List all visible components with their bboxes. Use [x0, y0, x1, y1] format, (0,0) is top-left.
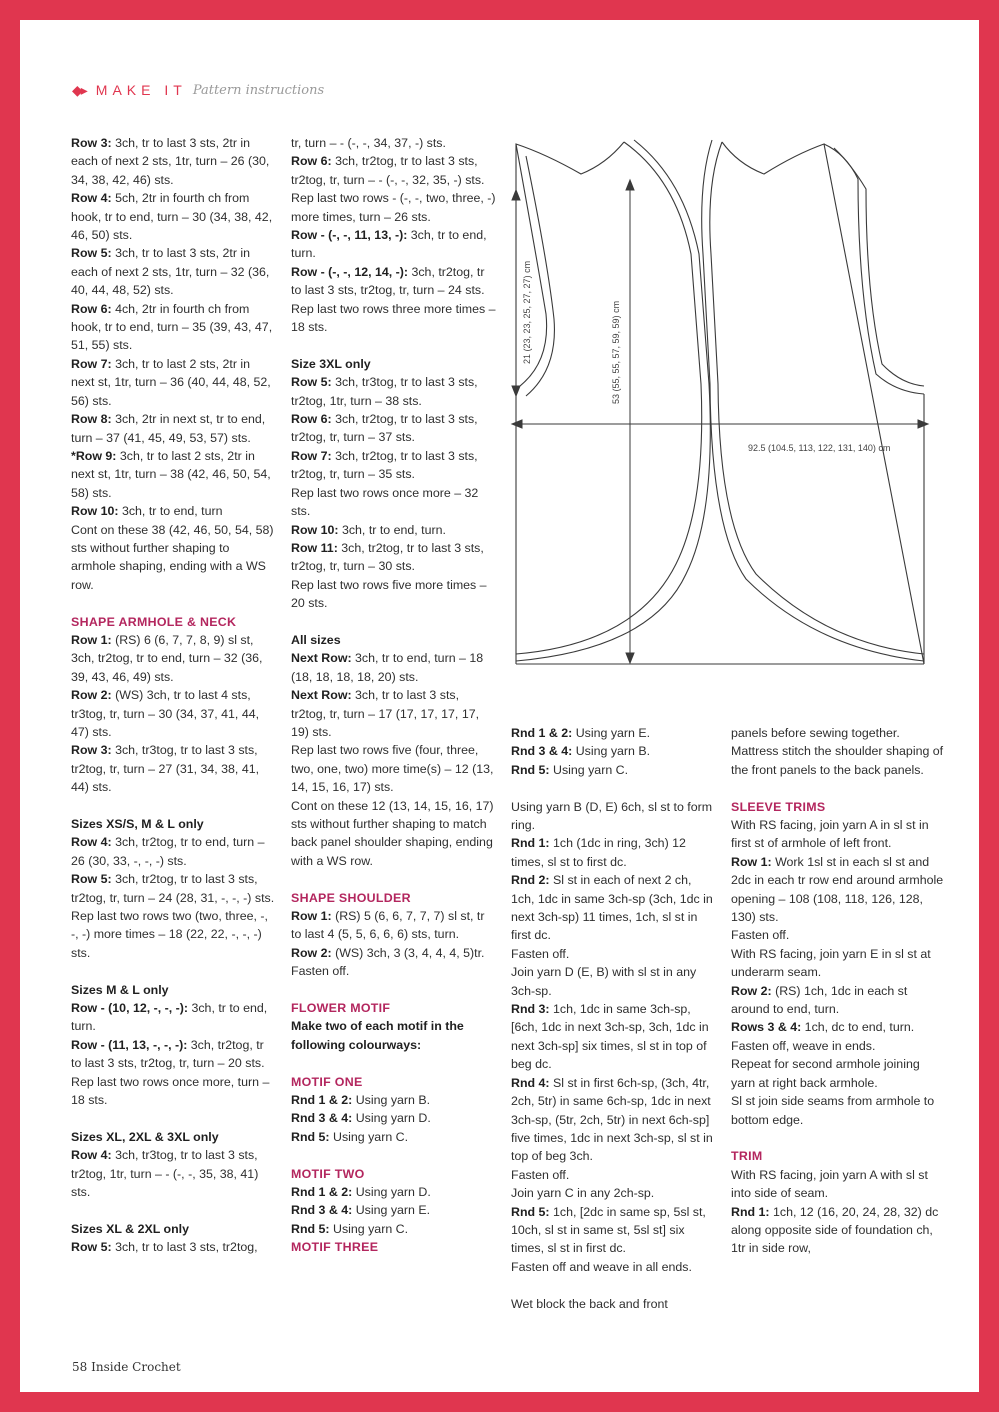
- instruction-text: 1ch (1dc in ring, 3ch) 12 times, sl st to first dc.: [511, 836, 686, 869]
- instruction-line: [511, 834, 716, 871]
- instruction-line: [511, 1203, 716, 1258]
- instruction-label: *Row 9:: [71, 448, 117, 463]
- page-border-left: [0, 0, 20, 1412]
- instruction-text: 3ch, tr to end, turn.: [291, 228, 487, 261]
- instruction-line: [291, 1201, 496, 1219]
- dimension-arrows: [512, 180, 928, 663]
- instruction-label: Row 1:: [71, 632, 112, 647]
- instruction-line: [291, 741, 496, 796]
- instruction-label: Rnd 5:: [291, 1129, 330, 1144]
- instruction-text: Using yarn E.: [352, 1203, 431, 1218]
- text-column-3: [511, 724, 716, 1313]
- instruction-line: [731, 853, 946, 927]
- instruction-label: Row 5:: [71, 872, 112, 887]
- paragraph-spacer: [71, 797, 276, 815]
- instruction-text: 3ch, tr3tog, tr to last 3 sts, tr2tog, 1tr, turn – - (-, -, 35, 38, 41) sts.: [71, 1148, 259, 1200]
- instruction-text: With RS facing, join yarn A in sl st in first st of armhole of left front.: [731, 818, 929, 851]
- instruction-line: [291, 1183, 496, 1201]
- instruction-text: Rep last two rows five (four, three, two, one, two) more time(s) – 12 (13, 14, 15, 16, 17) sts.: [291, 743, 494, 795]
- instruction-line: [291, 410, 496, 447]
- instruction-label: All sizes: [291, 632, 341, 647]
- instruction-line: [291, 797, 496, 871]
- instruction-text: 3ch, tr2tog, tr to last 3 sts, tr2tog, tr, turn – 30 sts.: [291, 540, 484, 574]
- instruction-line: [291, 189, 496, 226]
- instruction-line: [511, 761, 716, 779]
- instruction-text: Work 1sl st in each sl st and 2dc in each tr row end around armhole opening – 108 (108, 118, 126, 128, 130) sts.: [731, 854, 944, 925]
- instruction-text: (RS) 1ch, 1dc in each st around to end, turn.: [731, 983, 908, 1017]
- instruction-text: 3ch, tr to last 2 sts, 2tr in next st, 1tr, turn – 36 (40, 44, 48, 52, 56) sts.: [71, 356, 271, 408]
- instruction-text: 3ch, tr to last 3 sts, tr2tog, tr, turn – 17 (17, 17, 17, 17, 19) sts.: [291, 688, 480, 739]
- instruction-line: [731, 1203, 946, 1258]
- paragraph-spacer: [291, 1146, 496, 1164]
- arrow-icon: ◆▸: [72, 81, 86, 98]
- instruction-line: [71, 355, 276, 410]
- instruction-line: [291, 686, 496, 741]
- instruction-text: 1ch, 1dc in same 3ch-sp, [6ch, 1dc in next 3ch-sp, 3ch, 1dc in next 3ch-sp] six times, sl st in top of beg dc.: [511, 1002, 709, 1072]
- instruction-label: Row - (11, 13, -, -, -):: [71, 1037, 188, 1052]
- instruction-line: [291, 226, 496, 263]
- instruction-text: Fasten off and weave in all ends.: [511, 1259, 692, 1274]
- paragraph-spacer: [511, 779, 716, 797]
- instruction-label: Rnd 1:: [511, 836, 550, 851]
- instruction-line: [291, 152, 496, 189]
- instruction-line: [291, 1220, 496, 1238]
- instruction-text: Sl st in first 6ch-sp, (3ch, 4tr, 2ch, 5tr) in same 6ch-sp, 1dc in next 3ch-sp, (5tr, 2ch, 5tr) in next 6ch-sp] five times, 1dc in next 3ch-sp, sl st in top of beg 3ch.: [511, 1075, 713, 1164]
- section-heading: SHAPE ARMHOLE & NECK: [71, 614, 237, 629]
- instruction-line: [291, 355, 496, 373]
- section-heading: MOTIF ONE: [291, 1074, 363, 1089]
- instruction-line: [291, 484, 496, 521]
- instruction-text: Rep last two rows once more – 32 sts.: [291, 485, 479, 519]
- instruction-label: Sizes XL, 2XL & 3XL only: [71, 1129, 219, 1144]
- instruction-text: Rep last two rows once more, turn – 18 sts.: [71, 1074, 270, 1108]
- instruction-text: 3ch, tr3tog, tr to last 3 sts, tr2tog, 1tr, turn – 38 sts.: [291, 375, 478, 408]
- instruction-line: [291, 649, 496, 686]
- instruction-label: Row 3:: [71, 743, 112, 758]
- instruction-line: [71, 686, 276, 741]
- instruction-label: Row 3:: [71, 136, 112, 150]
- magazine-name: Inside Crochet: [91, 1360, 181, 1374]
- page-border-top: [0, 0, 999, 20]
- instruction-label: Next Row:: [291, 651, 352, 666]
- instruction-text: Mattress stitch the shoulder shaping of the front panels to the back panels.: [731, 744, 944, 777]
- instruction-line: [511, 1166, 716, 1184]
- instruction-label: Rows 3 & 4:: [731, 1020, 802, 1035]
- instruction-label: Rnd 5:: [291, 1221, 330, 1236]
- page-footer: [72, 1360, 181, 1374]
- instruction-line: [71, 981, 276, 999]
- instruction-text: Fasten off.: [291, 964, 350, 979]
- paragraph-spacer: [71, 1109, 276, 1127]
- instruction-label: Rnd 1:: [731, 1204, 770, 1219]
- instruction-label: Row 2:: [71, 688, 112, 703]
- instruction-text: Wet block the back and front: [511, 1296, 668, 1311]
- instruction-text: 3ch, tr to last 2 sts, 2tr in next st, 1tr, turn – 38 (42, 46, 50, 54, 58) sts.: [71, 448, 271, 500]
- instruction-label: Row 6:: [291, 412, 332, 427]
- paragraph-spacer: [511, 1276, 716, 1294]
- instruction-text: With RS facing, join yarn A with sl st into side of seam.: [731, 1167, 928, 1201]
- instruction-line: [71, 631, 276, 686]
- text-column-1: [71, 134, 276, 1257]
- section-subtitle: Pattern instructions: [192, 82, 325, 98]
- instruction-line: [291, 134, 496, 152]
- instruction-label: Row 6:: [291, 154, 332, 169]
- arrow-up-icon: [626, 180, 634, 190]
- instruction-line: [731, 1166, 946, 1203]
- paragraph-spacer: [291, 336, 496, 354]
- instruction-label: Row 11:: [291, 540, 338, 555]
- instruction-line: [511, 871, 716, 945]
- instruction-line: [731, 742, 946, 779]
- instruction-label: Rnd 2:: [511, 873, 550, 888]
- instruction-text: Using yarn B.: [352, 1093, 431, 1108]
- arrow-down-icon: [512, 386, 520, 396]
- instruction-line: [511, 945, 716, 963]
- instruction-line: [291, 1109, 496, 1127]
- instruction-line: [511, 1184, 716, 1202]
- instruction-line: [71, 907, 276, 962]
- instruction-text: (WS) 3ch, tr to last 4 sts, tr3tog, tr, turn – 30 (34, 37, 41, 44, 47) sts.: [71, 688, 260, 739]
- instruction-line: [71, 999, 276, 1036]
- instruction-label: Make two of each motif in the following colourways:: [291, 1019, 464, 1052]
- instruction-line: [731, 1037, 946, 1055]
- instruction-label: Row 5:: [71, 246, 112, 261]
- instruction-label: Row 7:: [71, 356, 112, 371]
- arrow-up-icon: [512, 190, 520, 200]
- instruction-line: [291, 300, 496, 337]
- instruction-line: [71, 189, 276, 244]
- instruction-label: Rnd 3:: [511, 1002, 550, 1017]
- instruction-label: Rnd 3 & 4:: [291, 1203, 353, 1218]
- instruction-text: Rep last two rows three more times – 18 sts.: [291, 301, 496, 335]
- instruction-text: Using yarn D.: [352, 1185, 431, 1200]
- paragraph-spacer: [71, 1202, 276, 1220]
- instruction-label: Row 1:: [731, 854, 772, 869]
- section-heading: SHAPE SHOULDER: [291, 890, 411, 905]
- instruction-text: Rep last two rows two (two, three, -, -, -) more times – 18 (22, 22, -, -, -) sts.: [71, 909, 268, 960]
- instruction-line: [71, 1036, 276, 1073]
- instruction-line: [731, 1018, 946, 1036]
- instruction-label: Row 6:: [71, 301, 112, 316]
- section-heading: FLOWER MOTIF: [291, 1001, 391, 1016]
- instruction-label: Rnd 5:: [511, 1204, 550, 1219]
- instruction-line: [291, 1128, 496, 1146]
- instruction-text: 3ch, tr2tog, tr to last 3 sts, tr2tog, tr, turn – 24 sts.: [291, 264, 485, 298]
- instruction-line: [71, 447, 276, 502]
- instruction-label: Row - (10, 12, -, -, -):: [71, 1001, 189, 1016]
- instruction-text: Join yarn C in any 2ch-sp.: [511, 1186, 655, 1201]
- paragraph-spacer: [71, 594, 276, 612]
- armhole-depth-label: 21 (23, 23, 25, 27, 27) cm: [522, 260, 532, 364]
- instruction-text: Using yarn D.: [352, 1111, 431, 1126]
- instruction-text: tr, turn – - (-, -, 34, 37, -) sts.: [291, 136, 446, 150]
- instruction-text: 1ch, 12 (16, 20, 24, 28, 32) dc along opposite side of foundation ch, 1tr in side row,: [731, 1204, 939, 1256]
- instruction-text: Rep last two rows five more times – 20 sts.: [291, 577, 487, 611]
- section-heading: MOTIF THREE: [291, 1240, 379, 1255]
- instruction-text: 3ch, tr2tog, tr to last 3 sts, tr2tog, tr, turn – 35 sts.: [291, 448, 478, 482]
- instruction-text: 3ch, tr2tog, tr to end, turn – 26 (30, 33, -, -, -) sts.: [71, 835, 265, 868]
- paragraph-spacer: [291, 981, 496, 999]
- section-header: [72, 80, 324, 100]
- paragraph-spacer: [731, 1129, 946, 1147]
- instruction-text: Fasten off, weave in ends.: [731, 1038, 876, 1053]
- section-heading: TRIM: [731, 1149, 763, 1164]
- instruction-text: 3ch, tr to end, turn: [118, 504, 223, 519]
- instruction-text: 3ch, tr to end, turn – 18 (18, 18, 18, 18, 20) sts.: [291, 651, 484, 684]
- instruction-line: [291, 539, 496, 576]
- instruction-text: Rep last two rows - (-, -, two, three, -) more times, turn – 26 sts.: [291, 191, 496, 224]
- instruction-text: Cont on these 38 (42, 46, 50, 54, 58) sts without further shaping to armhole shaping, ending with a WS row.: [71, 522, 274, 592]
- instruction-label: Rnd 1 & 2:: [511, 726, 573, 740]
- instruction-text: Using yarn C.: [329, 1221, 409, 1236]
- instruction-text: With RS facing, join yarn E in sl st at underarm seam.: [731, 946, 931, 980]
- instruction-label: Row 1:: [291, 909, 332, 924]
- instruction-line: [731, 1092, 946, 1129]
- instruction-text: 3ch, tr3tog, tr to last 3 sts, tr2tog, tr, turn – 27 (31, 34, 38, 41, 44) sts.: [71, 743, 260, 795]
- instruction-text: Using yarn B (D, E) 6ch, sl st to form ring.: [511, 799, 713, 833]
- instruction-text: 3ch, tr2tog, tr to last 3 sts, tr2tog, tr, turn – 20 sts.: [71, 1037, 265, 1071]
- instruction-label: Row 7:: [291, 448, 332, 463]
- instruction-text: 3ch, tr2tog, tr to last 3 sts, tr2tog, tr, turn – 37 sts.: [291, 412, 478, 445]
- instruction-text: 3ch, tr2tog, tr to last 3 sts, tr2tog, tr, turn – 24 (28, 31, -, -, -) sts.: [71, 872, 275, 905]
- instruction-line: [511, 1000, 716, 1074]
- instruction-text: Join yarn D (E, B) with sl st in any 3ch-sp.: [511, 965, 697, 998]
- vest-schematic-diagram: [506, 134, 936, 694]
- width-label: 92.5 (104.5, 113, 122, 131, 140) cm: [748, 443, 891, 453]
- instruction-line: [731, 816, 946, 853]
- arrow-left-icon: [512, 420, 522, 428]
- instruction-line: [71, 300, 276, 355]
- instruction-label: Rnd 5:: [511, 762, 550, 777]
- instruction-line: [291, 907, 496, 944]
- instruction-line: [291, 576, 496, 613]
- instruction-label: Row 4:: [71, 1148, 112, 1163]
- section-title: MAKE IT: [95, 82, 187, 98]
- instruction-label: Rnd 4:: [511, 1075, 550, 1090]
- instruction-text: Sl st in each of next 2 ch, 1ch, 1dc in same 3ch-sp (3ch, 1dc in next 3ch-sp) 11 times, 1ch, sl st in first dc.: [511, 873, 713, 943]
- page-border-bottom: [0, 1392, 999, 1412]
- instruction-label: Row 8:: [71, 412, 112, 427]
- instruction-label: Next Row:: [291, 688, 352, 703]
- instruction-line: [71, 1146, 276, 1201]
- instruction-text: (RS) 5 (6, 6, 7, 7, 7) sl st, tr to last 4 (5, 5, 6, 6, 6) sts, turn.: [291, 909, 485, 942]
- instruction-line: [291, 962, 496, 980]
- instruction-text: panels before sewing together.: [731, 726, 900, 740]
- instruction-line: [731, 945, 946, 982]
- instruction-label: Row 10:: [71, 504, 119, 519]
- instruction-line: [71, 1220, 276, 1238]
- section-heading: SLEEVE TRIMS: [731, 799, 826, 814]
- page-border-right: [979, 0, 999, 1412]
- instruction-label: Row 2:: [731, 983, 772, 998]
- paragraph-spacer: [291, 1054, 496, 1072]
- text-column-4: [731, 724, 946, 1258]
- instruction-text: 3ch, tr to end, turn.: [338, 522, 446, 537]
- instruction-label: Row 5:: [71, 1240, 112, 1255]
- instruction-label: Sizes XS/S, M & L only: [71, 817, 204, 831]
- instruction-label: Row 10:: [291, 522, 339, 537]
- paragraph-spacer: [71, 962, 276, 980]
- instruction-text: 1ch, [2dc in same sp, 5sl st, 10ch, sl st in same st, 5sl st] six times, sl st in first dc.: [511, 1204, 706, 1256]
- instruction-text: Repeat for second armhole joining yarn at right back armhole.: [731, 1057, 920, 1090]
- instruction-text: 3ch, tr to end, turn.: [71, 1001, 268, 1034]
- instruction-text: 3ch, tr2tog, tr to last 3 sts, tr2tog, tr, turn – - (-, -, 32, 35, -) sts.: [291, 154, 485, 187]
- instruction-text: 1ch, dc to end, turn.: [801, 1020, 915, 1035]
- instruction-line: [731, 1055, 946, 1092]
- instruction-text: Fasten off.: [511, 1167, 570, 1182]
- instruction-line: [71, 1128, 276, 1146]
- section-heading: MOTIF TWO: [291, 1166, 365, 1181]
- instruction-text: Fasten off.: [731, 928, 790, 943]
- paragraph-spacer: [731, 779, 946, 797]
- instruction-line: [511, 798, 716, 835]
- instruction-text: 3ch, tr to last 3 sts, 2tr in each of next 2 sts, 1tr, turn – 32 (36, 40, 44, 48, 52) sts.: [71, 246, 270, 298]
- instruction-text: 3ch, tr to last 3 sts, tr2tog,: [111, 1240, 258, 1255]
- instruction-line: [71, 741, 276, 796]
- instruction-line: [511, 963, 716, 1000]
- instruction-text: Using yarn B.: [572, 744, 651, 759]
- instruction-label: Sizes M & L only: [71, 982, 169, 997]
- instruction-line: [71, 244, 276, 299]
- instruction-line: [71, 1238, 276, 1256]
- instruction-line: [511, 724, 716, 742]
- instruction-line: [291, 263, 496, 300]
- instruction-text: Using yarn C.: [549, 762, 629, 777]
- instruction-label: Row 5:: [291, 375, 332, 390]
- instruction-label: Size 3XL only: [291, 356, 371, 371]
- instruction-text: (RS) 6 (6, 7, 7, 8, 9) sl st, 3ch, tr2tog, tr to end, turn – 32 (36, 39, 43, 46, 49) sts.: [71, 632, 263, 684]
- paragraph-spacer: [291, 613, 496, 631]
- instruction-label: Row - (-, -, 12, 14, -):: [291, 264, 409, 279]
- arrow-right-icon: [918, 420, 928, 428]
- instruction-text: Cont on these 12 (13, 14, 15, 16, 17) sts without further shaping to match back panel shoulder shaping, ending with a WS row.: [291, 798, 494, 868]
- instruction-line: [71, 410, 276, 447]
- instruction-line: [731, 982, 946, 1019]
- instruction-text: Using yarn C.: [329, 1129, 409, 1144]
- instruction-line: [71, 521, 276, 595]
- instruction-line: [71, 502, 276, 520]
- instruction-line: [71, 870, 276, 907]
- instruction-line: [731, 926, 946, 944]
- instruction-text: Fasten off.: [511, 946, 570, 961]
- length-label: 53 (55, 55, 57, 59, 59) cm: [611, 300, 621, 404]
- vest-outline: [516, 140, 924, 664]
- instruction-line: [71, 1073, 276, 1110]
- instruction-text: 4ch, 2tr in fourth ch from hook, tr to end, turn – 35 (39, 43, 47, 51, 55) sts.: [71, 301, 273, 353]
- instruction-label: Row - (-, -, 11, 13, -):: [291, 228, 408, 243]
- instruction-line: [291, 447, 496, 484]
- instruction-label: Row 4:: [71, 835, 112, 850]
- instruction-line: [291, 373, 496, 410]
- instruction-line: [731, 724, 946, 742]
- instruction-text: Using yarn E.: [572, 726, 651, 740]
- instruction-text: 3ch, tr to last 3 sts, 2tr in each of next 2 sts, 1tr, turn – 26 (30, 34, 38, 42, 46) sts.: [71, 136, 270, 187]
- instruction-text: Sl st join side seams from armhole to bottom edge.: [731, 1094, 935, 1127]
- instruction-line: [511, 1295, 716, 1313]
- instruction-label: Rnd 3 & 4:: [511, 744, 573, 759]
- instruction-line: [71, 815, 276, 833]
- instruction-text: 5ch, 2tr in fourth ch from hook, tr to end, turn – 30 (34, 38, 42, 46, 50) sts.: [71, 191, 273, 243]
- instruction-label: Rnd 3 & 4:: [291, 1111, 353, 1126]
- instruction-line: [71, 134, 276, 189]
- instruction-line: [291, 1017, 496, 1054]
- text-column-2: [291, 134, 496, 1257]
- instruction-line: [291, 944, 496, 962]
- paragraph-spacer: [291, 870, 496, 888]
- instruction-line: [71, 833, 276, 870]
- arrow-down-icon: [626, 653, 634, 663]
- instruction-label: Rnd 1 & 2:: [291, 1093, 353, 1108]
- instruction-text: (WS) 3ch, 3 (3, 4, 4, 4, 5)tr.: [331, 945, 485, 960]
- instruction-label: Row 4:: [71, 191, 112, 206]
- instruction-label: Rnd 1 & 2:: [291, 1185, 353, 1200]
- instruction-label: Sizes XL & 2XL only: [71, 1221, 189, 1236]
- instruction-line: [511, 1074, 716, 1166]
- instruction-line: [291, 1091, 496, 1109]
- instruction-line: [511, 1258, 716, 1276]
- instruction-label: Row 2:: [291, 945, 332, 960]
- instruction-line: [291, 521, 496, 539]
- page-number: 58: [72, 1360, 88, 1374]
- instruction-line: [511, 742, 716, 760]
- instruction-text: 3ch, 2tr in next st, tr to end, turn – 37 (41, 45, 49, 53, 57) sts.: [71, 412, 266, 445]
- instruction-line: [291, 631, 496, 649]
